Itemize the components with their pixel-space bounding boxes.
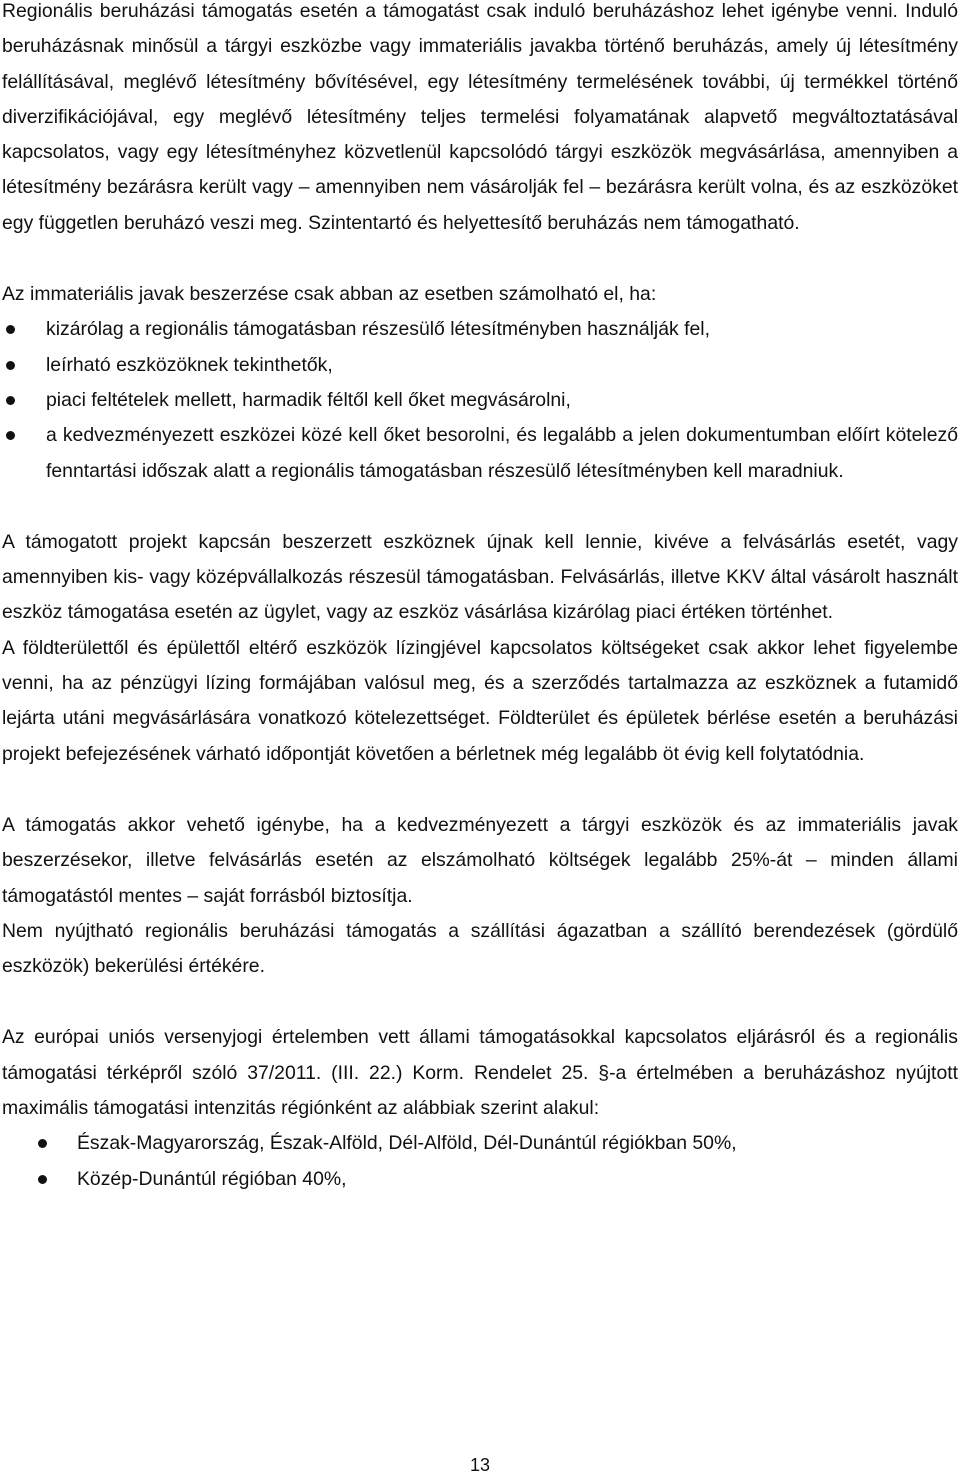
bullet-icon: [38, 1139, 47, 1148]
paragraph-induló-beruházás: Regionális beruházási támogatás esetén a támogatást csak induló beruházáshoz lehet igénybe venni. Induló beruházásnak minősül a tárgyi eszközbe vagy immateriális javakba történő beruházás, amely új létesítmény felállításával, meglévő létesítmény bővítésével, egy létesítmény termelésének további, új termékkel történő diverzifikációjával, egy meglévő létesítmény teljes termelési folyamatának alapvető megváltoztatásával kapcsolatos, vagy egy létesítményhez közvetlenül kapcsolódó tárgyi eszközök megvásárlása, amennyiben a létesítmény bezárásra került vagy – amennyiben nem vásárolják fel – bezárásra került volna, és az eszközöket egy független beruházó veszi meg. Szintentartó és helyettesítő beruházás nem támogatható.: [2, 0, 958, 234]
paragraph-lízing: A földterülettől és épülettől eltérő eszközök lízingjével kapcsolatos költségeket csak akkor lehet figyelembe venni, ha az pénzügyi lízing formájában valósul meg, és a szerződés tartalmazza az eszköznek a futamidő lejárta utáni megvásárlására vonatkozó kötelezettséget. Földterület és épületek bérlése esetén a beruházási projekt befejezésének várható időpontját követően a bérletnek még legalább öt évig kell folytatódnia.: [2, 636, 958, 765]
list-item-text: Észak-Magyarország, Észak-Alföld, Dél-Alföld, Dél-Dunántúl régiókban 50%,: [77, 1132, 737, 1155]
paragraph-támogatási-intenzitás: Az európai uniós versenyjogi értelemben vett állami támogatásokkal kapcsolatos eljárásról és a regionális támogatási térképről szóló 37/2011. (III. 22.) Korm. Rendelet 25. §-a értelmében a beruházáshoz nyújtott maximális támogatási intenzitás régiónként az alábbiak szerint alakul:: [2, 1026, 958, 1120]
bullet-icon: [38, 1175, 47, 1184]
paragraph-saját-forrás: A támogatás akkor vehető igénybe, ha a kedvezményezett a tárgyi eszközök és az immateriális javak beszerzésekor, illetve felvásárlás esetén az elszámolható költségek legalább 25%-át – minden állami támogatástól mentes – saját forrásból biztosítja.: [2, 813, 958, 907]
list-item: [2, 348, 958, 383]
page-number: 13: [469, 1455, 491, 1475]
immateriális-conditions-list: [2, 312, 958, 488]
bullet-icon: [6, 431, 15, 440]
list-item: [2, 1126, 958, 1161]
régió-intenzitás-list: [2, 1126, 958, 1197]
list-item-text: leírható eszközöknek tekinthetők,: [46, 353, 333, 376]
bullet-icon: [6, 325, 15, 334]
list-item-text: Közép-Dunántúl régióban 40%,: [77, 1167, 347, 1190]
bullet-icon: [6, 361, 15, 370]
paragraph-gap: [2, 489, 958, 525]
list-item: [2, 383, 958, 418]
paragraph-immateriális-intro: Az immateriális javak beszerzése csak abban az esetben számolható el, ha:: [2, 283, 657, 306]
paragraph-új-eszköz: A támogatott projekt kapcsán beszerzett eszköznek újnak kell lennie, kivéve a felvásárlás esetét, vagy amennyiben kis- vagy középvállalkozás részesül támogatásban. Felvásárlás, illetve KKV által vásárolt használt eszköz támogatása esetén az ügylet, vagy az eszköz vásárlása kizárólag piaci értéken történhet.: [2, 530, 958, 624]
list-item-text: a kedvezményezett eszközei közé kell őket besorolni, és legalább a jelen dokumentumban előírt kötelező fenntartási időszak alatt a regionális támogatásban részesülő létesítményben kell maradniuk.: [46, 424, 958, 482]
bullet-icon: [6, 396, 15, 405]
paragraph-gap: [2, 984, 958, 1020]
list-item: [2, 1162, 958, 1197]
list-item-text: kizárólag a regionális támogatásban részesülő létesítményben használják fel,: [46, 318, 710, 341]
paragraph-szállítási-ágazat: Nem nyújtható regionális beruházási támogatás a szállítási ágazatban a szállító berendezések (gördülő eszközök) bekerülési értékére.: [2, 919, 958, 978]
list-item: [2, 418, 958, 489]
paragraph-gap: [2, 241, 958, 277]
list-item-text: piaci feltételek mellett, harmadik féltől kell őket megvásárolni,: [46, 388, 571, 411]
list-item: [2, 312, 958, 347]
paragraph-gap: [2, 772, 958, 808]
